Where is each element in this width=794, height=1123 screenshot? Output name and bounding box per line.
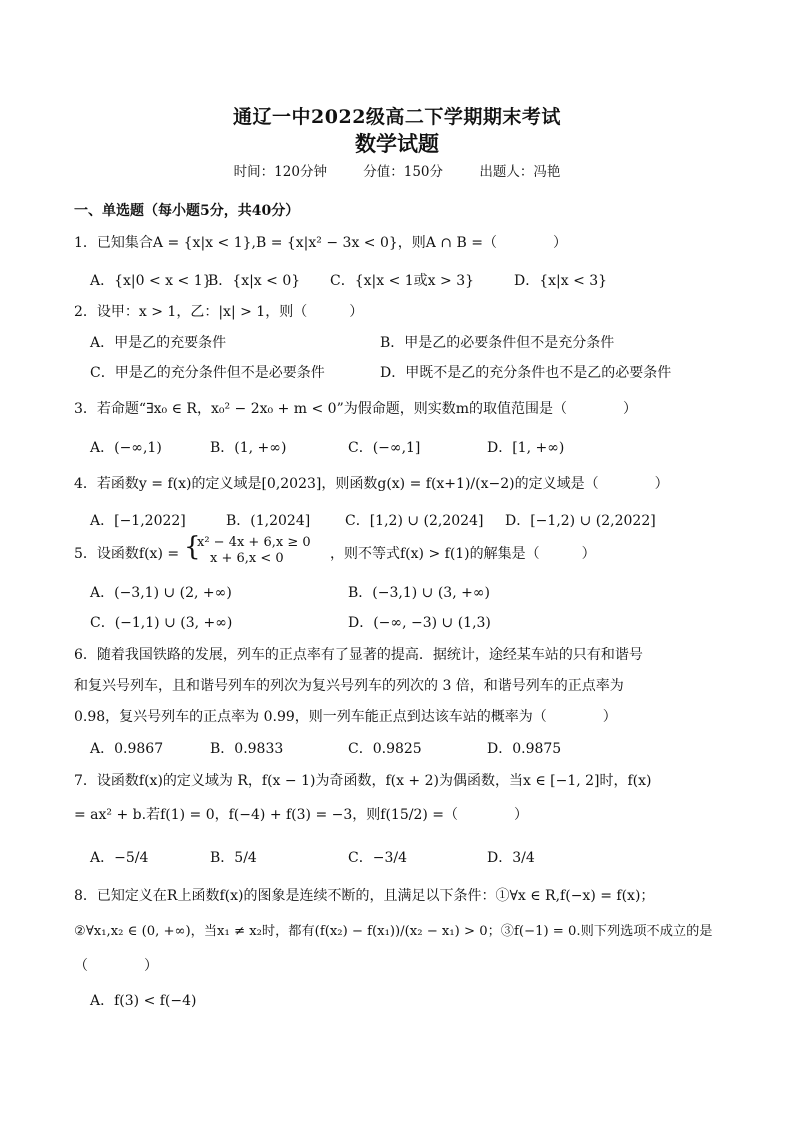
q4-option-c: C．[1,2) ∪ (2,2024] [345, 513, 484, 529]
q3-option-c: C．(−∞,1] [348, 440, 421, 456]
q3-stem: 3．若命题“∃x₀ ∈ R，x₀² − 2x₀ + m < 0”为假命题，则实数m的取值范围是（ ） [74, 401, 638, 417]
exam-author: 出题人：冯艳 [479, 164, 561, 180]
q7-option-d: D．3/4 [487, 850, 535, 866]
exam-subtitle: 数学试题 [355, 131, 439, 156]
q3-option-a: A．(−∞,1) [90, 440, 162, 456]
q3-option-d: D．[1, +∞) [487, 440, 565, 456]
q5-option-c: C．(−1,1) ∪ (3, +∞) [90, 615, 233, 631]
q1-stem: 1．已知集合A = {x|x < 1},B = {x|x² − 3x < 0}，则A ∩ B =（ ） [74, 235, 567, 251]
q1-option-a: A．{x|0 < x < 1} [90, 273, 212, 289]
exam-meta [0, 160, 794, 180]
q2-stem: 2．设甲：x > 1，乙：|x| > 1，则（ ） [74, 304, 364, 320]
q3-option-b: B．(1, +∞) [210, 440, 287, 456]
q2-option-b: B．甲是乙的必要条件但不是充分条件 [380, 335, 615, 351]
exam-score: 分值：150分 [363, 164, 444, 180]
section-heading: 一、单选题（每小题5分，共40分） [74, 203, 300, 219]
q8-option-a: A．f(3) < f(−4) [90, 993, 197, 1009]
q6-line1: 6．随着我国铁路的发展，列车的正点率有了显著的提高．据统计，途经某车站的只有和谐号 [74, 647, 643, 663]
q4-option-d: D．[−1,2) ∪ (2,2022] [505, 513, 656, 529]
q5-brace: { [184, 532, 201, 562]
q2-option-c: C．甲是乙的充分条件但不是必要条件 [90, 365, 325, 381]
q5-option-d: D．(−∞, −3) ∪ (1,3) [348, 615, 491, 631]
q6-option-c: C．0.9825 [348, 741, 422, 757]
q6-line3: 0.98，复兴号列车的正点率为 0.99，则一列车能正点到达该车站的概率为（ ） [74, 709, 617, 725]
q8-line2: ②∀x₁,x₂ ∈ (0, +∞)，当x₁ ≠ x₂时，都有(f(x₂) − f(x₁))/(x₂ − x₁) > 0；③f(−1) = 0.则下列选项不成立的是 [74, 924, 713, 939]
q8-line3: （ ） [74, 958, 158, 974]
q6-line2: 和复兴号列车，且和谐号列车的列次为复兴号列车的列次的 3 倍，和谐号列车的正点率为 [74, 678, 624, 694]
q1-option-c: C．{x|x < 1或x > 3} [330, 273, 475, 289]
q1-option-b: B．{x|x < 0} [208, 273, 301, 289]
q7-option-b: B．5/4 [210, 850, 257, 866]
q7-option-c: C．−3/4 [348, 850, 407, 866]
q7-option-a: A．−5/4 [90, 850, 149, 866]
q6-option-a: A．0.9867 [90, 741, 164, 757]
q5-stem-b: ，则不等式f(x) > f(1)的解集是（ ） [330, 546, 596, 562]
q2-option-a: A．甲是乙的充要条件 [90, 335, 227, 351]
q8-line1: 8．已知定义在R上函数f(x)的图象是连续不断的，且满足以下条件：①∀x ∈ R,f(−x) = f(x)； [74, 888, 655, 904]
q6-option-b: B．0.9833 [210, 741, 284, 757]
q4-stem: 4．若函数y = f(x)的定义域是[0,2023]，则函数g(x) = f(x+1)/(x−2)的定义域是（ ） [74, 476, 669, 492]
q6-option-d: D．0.9875 [487, 741, 562, 757]
q7-line2: = ax² + b.若f(1) = 0，f(−4) + f(3) = −3，则f(15/2) =（ ） [74, 807, 529, 823]
q5-option-b: B．(−3,1) ∪ (3, +∞) [348, 585, 490, 601]
exam-time: 时间：120分钟 [233, 164, 327, 180]
q5-option-a: A．(−3,1) ∪ (2, +∞) [90, 585, 232, 601]
q7-line1: 7．设函数f(x)的定义域为 R，f(x − 1)为奇函数，f(x + 2)为偶函数，当x ∈ [−1, 2]时，f(x) [74, 773, 652, 789]
q5-stem-a: 5．设函数f(x) = [74, 546, 180, 562]
exam-title: 通辽一中2022级高二下学期期末考试 [233, 106, 561, 128]
q4-option-b: B．(1,2024] [226, 513, 311, 529]
q1-option-d: D．{x|x < 3} [514, 273, 608, 289]
q5-case2: x + 6,x < 0 [210, 551, 284, 566]
q2-option-d: D．甲既不是乙的充分条件也不是乙的必要条件 [380, 365, 672, 381]
q4-option-a: A．[−1,2022] [90, 513, 186, 529]
q5-case1: x² − 4x + 6,x ≥ 0 [197, 535, 311, 550]
